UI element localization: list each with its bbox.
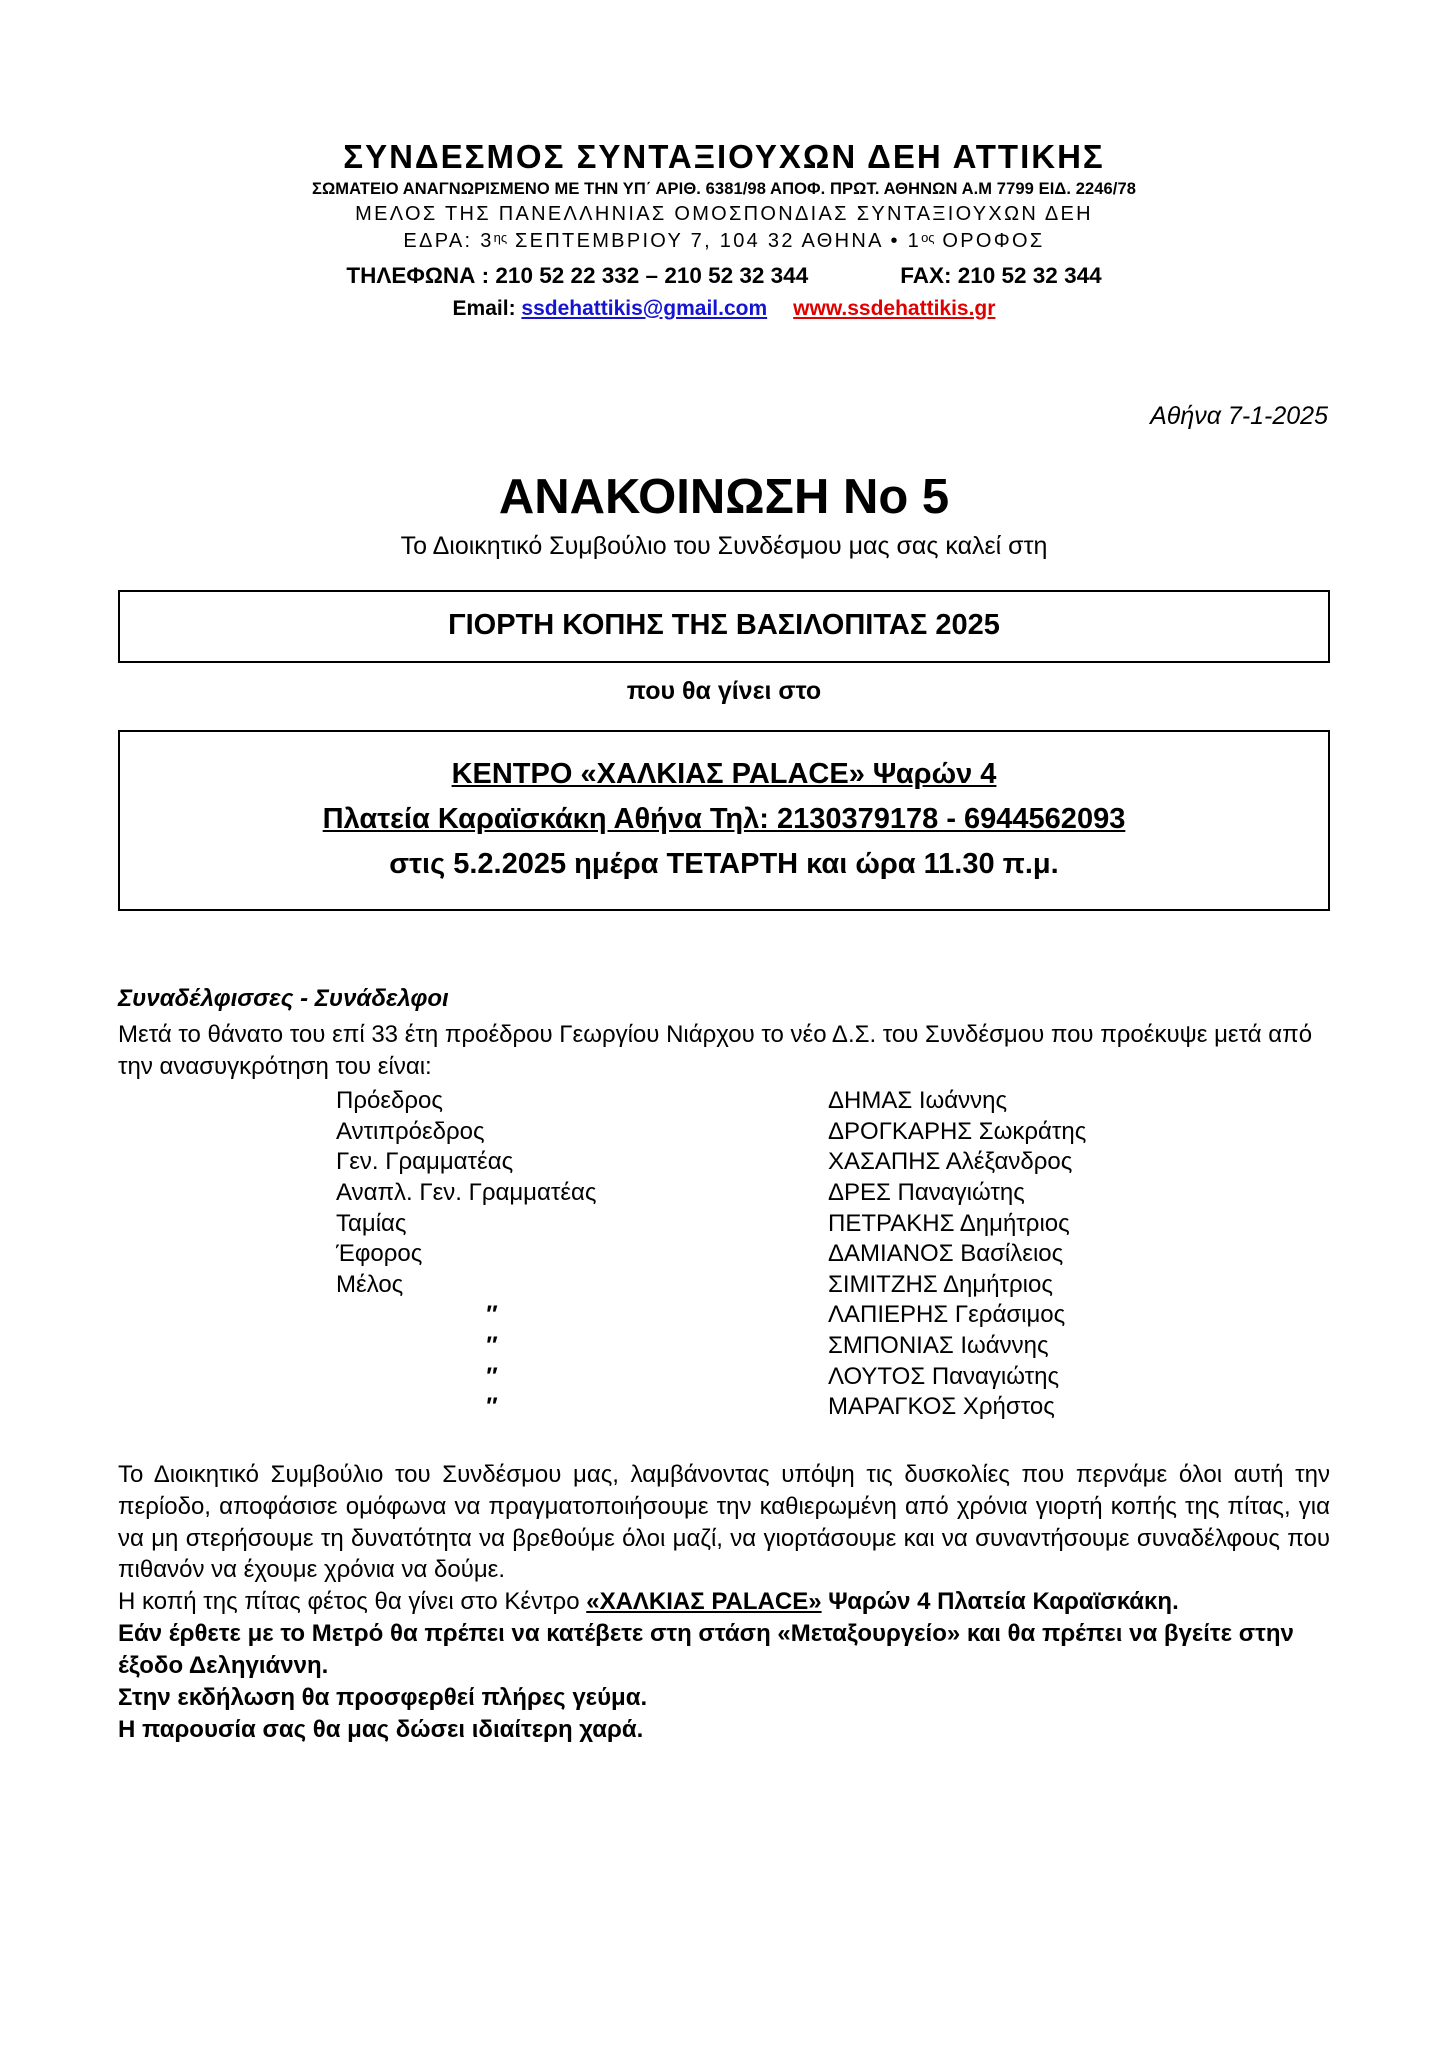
fax-value: FAX: 210 52 32 344 [900,262,1102,288]
venue-box [118,730,1330,911]
venue-name-line: ΚΕΝΤΡΟ «ΧΑΛΚΙΑΣ PALACE» Ψαρών 4 [451,758,997,791]
phones-label: ΤΗΛΕΦΩΝΑ : [346,262,490,288]
board-role: Ταμίας [336,1209,407,1237]
membership-line: ΜΕΛΟΣ ΤΗΣ ΠΑΝΕΛΛΗΝΙΑΣ ΟΜΟΣΠΟΝΔΙΑΣ ΣΥΝΤΑΞΙΟΥΧΩΝ ΔΕΗ [355,202,1093,225]
board-role: Αναπλ. Γεν. Γραμματέας [336,1178,597,1206]
organization-title: ΣΥΝΔΕΣΜΟΣ ΣΥΝΤΑΞΙΟΥΧΩΝ ΔΕΗ ΑΤΤΙΚΗΣ [343,138,1105,175]
letterhead [118,0,1330,324]
board-name: ΧΑΣΑΠΗΣ Αλέξανδρος [828,1148,1073,1176]
board-name: ΠΕΤΡΑΚΗΣ Δημήτριος [828,1209,1070,1237]
board-role-ditto: ″ [486,1331,498,1359]
paragraph-venue [118,1586,1330,1618]
board-name: ΛΑΠΙΕΡΗΣ Γεράσιμος [828,1301,1066,1329]
board-members-body [336,1086,1086,1423]
table-row [336,1300,1086,1331]
table-row [336,1270,1086,1301]
email-website-line [118,294,1330,324]
table-row [336,1392,1086,1423]
date-line: Αθήνα 7-1-2025 [1150,402,1328,431]
paragraph-metro: Εάν έρθετε με το Μετρό θα πρέπει να κατέβετε στη στάση «Μεταξουργείο» και θα πρέπει να βγείτε στην έξοδο Δεληγιάννη. [118,1620,1294,1680]
email-label: Email: [452,296,516,320]
table-row [336,1331,1086,1362]
board-name: ΔΑΜΙΑΝΟΣ Βασίλειος [828,1240,1064,1268]
board-role: Αντιπρόεδρος [336,1117,485,1145]
event-title: ΓΙΟΡΤΗ ΚΟΠΗΣ ΤΗΣ ΒΑΣΙΛΟΠΙΤΑΣ 2025 [448,609,1000,642]
board-name: ΜΑΡΑΓΚΟΣ Χρήστος [828,1393,1055,1421]
phones-value: 210 52 22 332 – 210 52 32 344 [495,262,809,288]
paragraph-presence: Η παρουσία σας θα μας δώσει ιδιαίτερη χαρά. [118,1715,644,1743]
address-middle: ΣΕΠΤΕΜΒΡΙΟΥ 7, 104 32 ΑΘΗΝΑ • 1 [507,230,922,253]
board-name: ΣΜΠΟΝΙΑΣ Ιωάννης [828,1331,1049,1359]
paragraph-meal: Στην εκδήλωση θα προσφερθεί πλήρες γεύμα. [118,1684,648,1712]
board-name: ΔΗΜΑΣ Ιωάννης [828,1087,1008,1115]
table-row [336,1209,1086,1240]
salutation: Συναδέλφισσες - Συνάδελφοι [118,984,449,1012]
board-role: Γεν. Γραμματέας [336,1148,514,1176]
table-row [336,1086,1086,1117]
board-name: ΣΙΜΙΤΖΗΣ Δημήτριος [828,1270,1053,1298]
paragraph-decision: Το Διοικητικό Συμβούλιο του Συνδέσμου μας, λαμβάνοντας υπόψη τις δυσκολίες που περνάμε όλοι αυτή την περίοδο, αποφάσισε ομόφωνα να πραγματοποιήσουμε την καθιερωμένη από χρόνια γιορτή κοπής της πίτας, για να μη στερήσουμε τη δυνατότητα να βρεθούμε όλοι μαζί, να γιορτάσουμε και να συναντήσουμε συναδέλφους που πιθανόν να έχουμε χρόνια να δούμε. [118,1460,1330,1584]
will-be-held-line: που θα γίνει στο [626,677,822,706]
paragraph-venue-pre: Η κοπή της πίτας φέτος θα γίνει στο Κέντρο [118,1588,587,1616]
intro-paragraph: Μετά το θάνατο του επί 33 έτη προέδρου Γεωργίου Νιάρχου το νέο Δ.Σ. του Συνδέσμου που προέκυψε μετά από την ανασυγκρότηση του είναι: [118,1020,1313,1080]
board-members-table [336,1086,1086,1423]
table-row [336,1178,1086,1209]
announcement-title: ΑΝΑΚΟΙΝΩΣΗ Νο 5 [498,470,950,525]
board-role-ditto: ″ [486,1393,498,1421]
address-suffix: ΟΡΟΦΟΣ [934,230,1045,253]
board-role: Μέλος [336,1270,404,1298]
invitation-line: Το Διοικητικό Συμβούλιο του Συνδέσμου μας σας καλεί στη [400,532,1048,560]
board-name: ΛΟΥΤΟΣ Παναγιώτης [828,1362,1060,1390]
email-link[interactable]: ssdehattikis@gmail.com [521,296,768,320]
address-ordinal-1: ης [493,230,508,246]
address-line [118,228,1330,256]
board-name: ΔΡΕΣ Παναγιώτης [828,1178,1025,1206]
phone-fax-line [118,259,1330,293]
board-name: ΔΡΟΓΚΑΡΗΣ Σωκράτης [828,1117,1087,1145]
paragraph-venue-post: Ψαρών 4 Πλατεία Καραϊσκάκη. [821,1588,1179,1616]
board-role: Έφορος [336,1240,423,1268]
table-row [336,1362,1086,1393]
event-title-box [118,590,1330,663]
venue-address-line: Πλατεία Καραϊσκάκη Αθήνα Τηλ: 2130379178 - 6944562093 [322,802,1126,835]
address-ordinal-2: ος [921,230,935,246]
venue-datetime-line: στις 5.2.2025 ημέρα ΤΕΤΑΡΤΗ και ώρα 11.30 π.μ. [389,847,1059,880]
paragraph-venue-name: «ΧΑΛΚΙΑΣ PALACE» [586,1588,822,1616]
website-link[interactable]: www.ssdehattikis.gr [793,296,996,320]
table-row [336,1239,1086,1270]
board-role: Πρόεδρος [336,1087,443,1115]
recognition-line: ΣΩΜΑΤΕΙΟ ΑΝΑΓΝΩΡΙΣΜΕΝΟ ΜΕ ΤΗΝ ΥΠ΄ ΑΡΙΘ. 6381/98 ΑΠΟΦ. ΠΡΩΤ. ΑΘΗΝΩΝ Α.Μ 7799 ΕΙΔ. 2246/78 [311,179,1137,198]
closing-paragraphs [118,1459,1330,1746]
table-row [336,1147,1086,1178]
board-role-ditto: ″ [486,1301,498,1329]
table-row [336,1117,1086,1148]
address-prefix: ΕΔΡΑ: 3 [403,230,494,253]
board-role-ditto: ″ [486,1362,498,1390]
